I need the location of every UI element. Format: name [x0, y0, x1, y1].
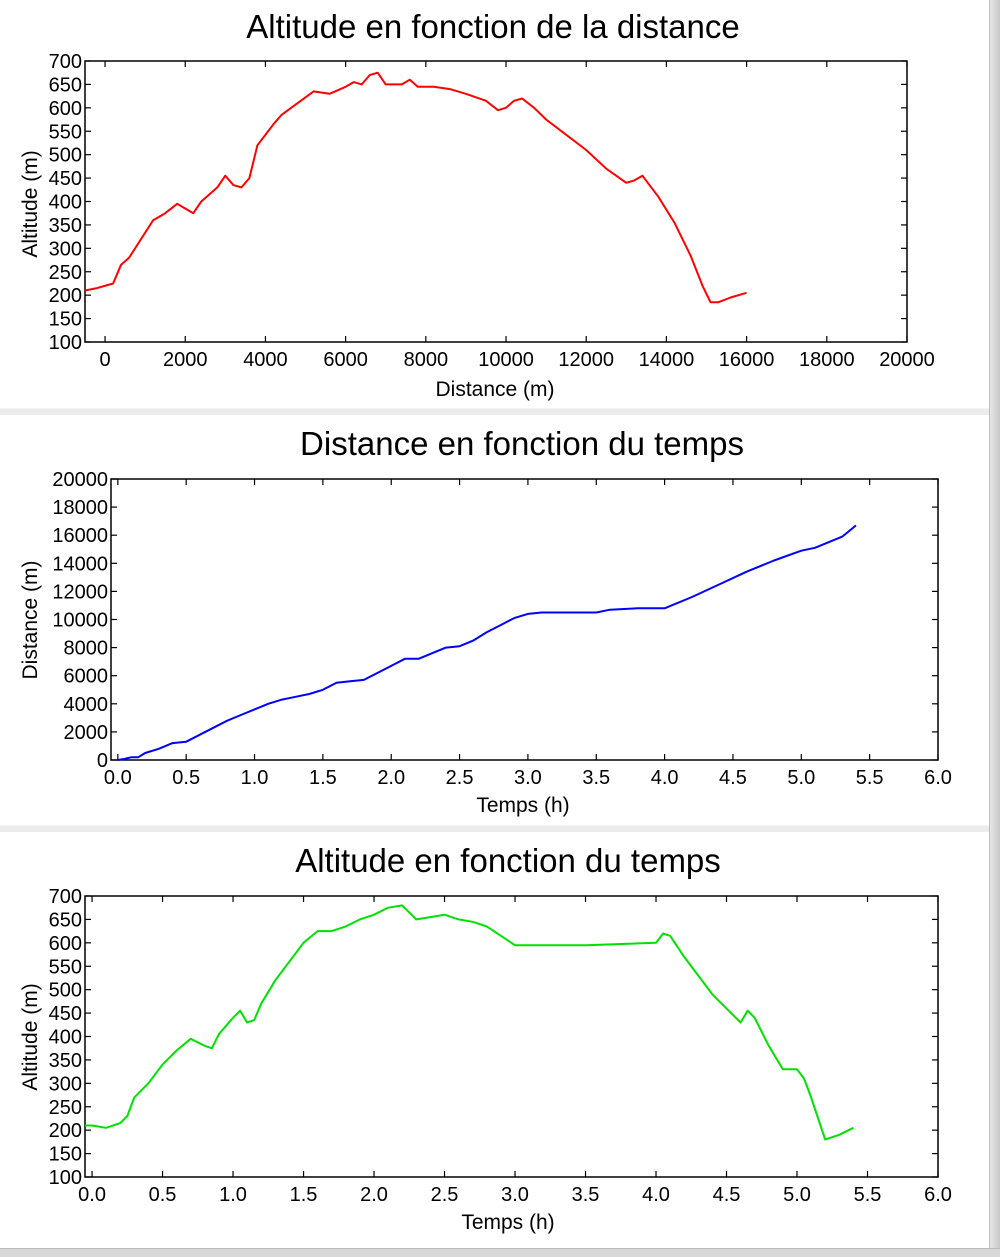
chart-title: Altitude en fonction de la distance	[246, 8, 740, 45]
x-tick-label: 5.0	[783, 1184, 811, 1206]
y-tick-label: 650	[48, 909, 82, 932]
x-tick-label: 6.0	[924, 1184, 952, 1206]
x-tick-label: 5.5	[853, 1184, 882, 1206]
window-bottom-edge	[0, 1248, 1000, 1257]
x-tick-label: 4.0	[650, 767, 679, 789]
y-tick-label: 400	[48, 1026, 82, 1049]
y-tick-label: 20000	[52, 469, 108, 491]
x-tick-label: 3.5	[582, 767, 611, 789]
y-tick-label: 600	[48, 97, 82, 120]
y-tick-label: 550	[48, 121, 82, 144]
y-axis-label: Distance (m)	[19, 560, 42, 680]
x-tick-label: 5.0	[787, 767, 816, 789]
x-tick-label: 2.5	[445, 767, 474, 789]
y-tick-label: 12000	[52, 581, 108, 604]
y-tick-label: 200	[48, 285, 82, 308]
y-tick-label: 400	[48, 191, 82, 214]
y-tick-label: 500	[48, 144, 82, 167]
y-tick-label: 100	[48, 332, 82, 354]
y-tick-label: 450	[48, 168, 82, 191]
x-tick-label: 20000	[879, 349, 935, 371]
y-tick-label: 450	[48, 1003, 82, 1026]
x-tick-label: 3.0	[514, 767, 542, 789]
x-tick-label: 4.0	[642, 1184, 670, 1206]
y-tick-label: 300	[48, 1073, 82, 1096]
y-tick-label: 300	[48, 238, 82, 261]
y-tick-label: 700	[48, 886, 82, 908]
x-tick-label: 3.0	[501, 1184, 529, 1206]
y-tick-label: 250	[48, 261, 82, 284]
y-tick-label: 2000	[63, 721, 108, 744]
x-tick-label: 18000	[798, 349, 855, 371]
y-tick-label: 600	[48, 932, 82, 955]
y-tick-label: 500	[48, 979, 82, 1002]
x-tick-label: 4.5	[719, 767, 747, 789]
x-tick-label: 1.0	[240, 767, 269, 789]
x-tick-label: 2000	[162, 349, 208, 371]
x-tick-label: 8000	[403, 349, 449, 371]
y-tick-label: 150	[48, 308, 82, 331]
x-axis-label: Distance (m)	[435, 378, 555, 401]
x-tick-label: 4000	[243, 349, 288, 371]
x-tick-label: 16000	[718, 349, 775, 371]
y-tick-label: 100	[48, 1167, 82, 1189]
y-axis-label: Altitude (m)	[19, 150, 42, 258]
x-tick-label: 4.5	[712, 1184, 741, 1206]
x-tick-label: 1.5	[289, 1184, 318, 1206]
y-tick-label: 200	[48, 1120, 82, 1143]
x-tick-label: 1.5	[308, 767, 337, 789]
chart-title: Altitude en fonction du temps	[295, 842, 721, 879]
x-tick-label: 12000	[558, 349, 615, 371]
axes-frame	[85, 896, 938, 1177]
y-tick-label: 550	[48, 956, 82, 979]
x-tick-label: 0.0	[103, 767, 132, 789]
y-tick-label: 10000	[52, 609, 108, 632]
y-tick-label: 14000	[52, 553, 108, 576]
plot-area	[49, 886, 952, 1206]
x-tick-label: 0.5	[172, 767, 201, 789]
x-tick-label: 2.0	[360, 1184, 388, 1206]
y-tick-label: 18000	[52, 497, 108, 520]
window-scrollbar-edge[interactable]	[989, 0, 1000, 1257]
x-tick-label: 10000	[478, 349, 534, 371]
chart-title: Distance en fonction du temps	[300, 425, 744, 462]
y-tick-label: 4000	[63, 693, 108, 716]
y-tick-label: 16000	[52, 525, 108, 548]
y-tick-label: 150	[48, 1143, 82, 1166]
y-tick-label: 8000	[63, 637, 108, 660]
y-tick-label: 700	[48, 51, 82, 73]
x-tick-label: 14000	[638, 349, 695, 371]
x-tick-label: 6.0	[924, 767, 952, 789]
x-tick-label: 3.5	[571, 1184, 600, 1206]
x-tick-label: 0.0	[78, 1184, 106, 1206]
x-tick-label: 2.0	[377, 767, 406, 789]
x-tick-label: 5.5	[855, 767, 884, 789]
x-axis-label: Temps (h)	[461, 1211, 555, 1234]
y-tick-label: 350	[48, 214, 82, 237]
y-axis-label: Altitude (m)	[19, 983, 42, 1091]
y-tick-label: 350	[48, 1049, 82, 1072]
y-tick-label: 250	[48, 1096, 82, 1119]
x-tick-label: 6000	[323, 349, 368, 371]
x-tick-label: 0	[99, 349, 111, 371]
y-tick-label: 6000	[63, 665, 108, 688]
y-tick-label: 0	[96, 750, 108, 772]
x-axis-label: Temps (h)	[476, 794, 570, 817]
x-tick-label: 2.5	[430, 1184, 459, 1206]
x-tick-label: 1.0	[219, 1184, 247, 1206]
y-tick-label: 650	[48, 74, 82, 97]
x-tick-label: 0.5	[148, 1184, 177, 1206]
